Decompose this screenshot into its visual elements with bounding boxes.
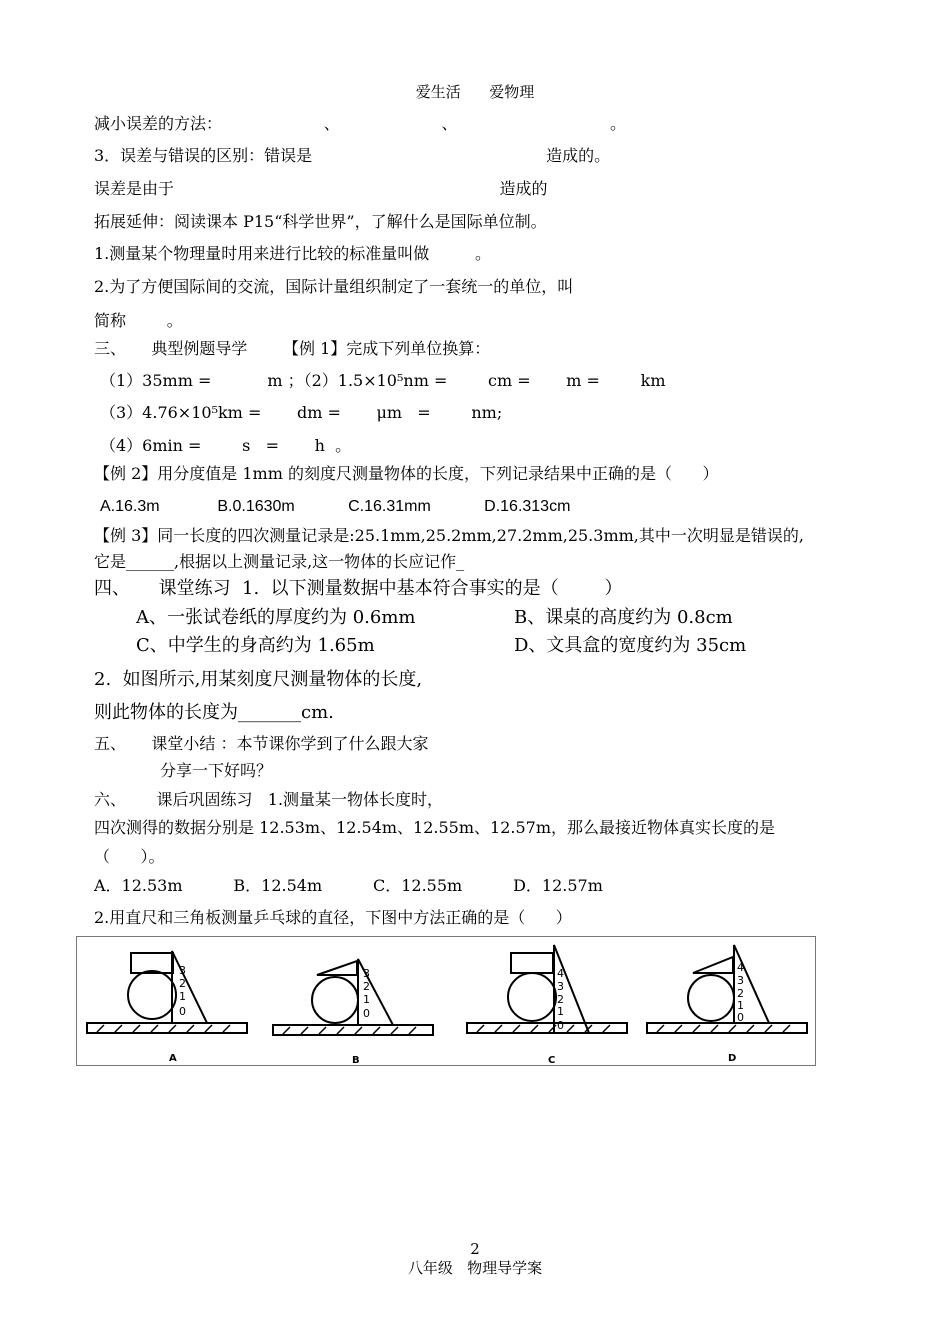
option-b: B、课桌的高度约为 0.8cm <box>514 607 733 628</box>
scale-label: 4 <box>737 961 744 974</box>
table-hatch <box>283 1027 416 1034</box>
scale-label: 3 <box>557 980 564 993</box>
line-example-3: 【例 3】同一长度的四次测量记录是:25.1mm,25.2mm,27.2mm,25.3mm,其中一次明显是错误的, <box>94 526 804 545</box>
ping-pong-diagrams <box>77 937 817 1067</box>
header-title: 爱生活 爱物理 <box>415 83 535 101</box>
option-label-c: C <box>548 1055 556 1066</box>
figure-a <box>87 951 247 1064</box>
line-six-q1-paren: （ ）。 <box>94 847 165 866</box>
scale-label: 3 <box>179 964 186 977</box>
line-error-reduction: 减小误差的方法： 、 、 。 <box>94 114 627 133</box>
page-number: 2 <box>470 1240 480 1258</box>
ball <box>508 973 556 1021</box>
line-section-six: 六、 课后巩固练习 1.测量某一物体长度时， <box>94 790 444 809</box>
scale-label: 3 <box>737 974 744 987</box>
scale-label: 1 <box>737 999 744 1012</box>
line-extension: 拓展延伸：阅读课本 P15“科学世界”，了解什么是国际单位制。 <box>94 212 547 231</box>
scale-label: 0 <box>557 1019 564 1032</box>
line-q1-unit: 1.测量某个物理量时用来进行比较的标准量叫做 。 <box>94 244 492 263</box>
triangle-board <box>317 961 357 975</box>
line-error-cause: 误差是由于 造成的 <box>94 179 548 198</box>
line-example-2: 【例 2】用分度值是 1mm 的刻度尺测量物体的长度，下列记录结果中正确的是（ ） <box>94 464 719 483</box>
line-practice-2-cont: 则此物体的长度为_______cm. <box>94 702 334 723</box>
line-section-five: 五、 课堂小结 ：本节课你学到了什么跟大家 <box>94 734 429 753</box>
figure-d <box>647 945 807 1064</box>
scale-label: 2 <box>737 987 744 1000</box>
ball <box>128 971 176 1019</box>
measurement-figure <box>76 936 816 1066</box>
option-d: D、文具盒的宽度约为 35cm <box>514 635 747 656</box>
line-q2-intl-unit: 2.为了方便国际间的交流，国际计量组织制定了一套统一的单位，叫 <box>94 277 574 296</box>
line-q2-abbr: 简称 。 <box>94 311 183 330</box>
line-section-five-cont: 分享一下好吗？ <box>160 761 273 780</box>
scale-label: 0 <box>179 1005 186 1018</box>
line-practice-2: 2. 如图所示,用某刻度尺测量物体的长度, <box>94 669 423 690</box>
line-example-2-options: A.16.3m B.0.1630m C.16.31mm D.16.313cm <box>100 498 571 515</box>
scale-label: 1 <box>363 993 370 1006</box>
figure-c <box>467 945 627 1066</box>
scale-label: 1 <box>179 990 186 1003</box>
line-six-q1: 四次测得的数据分别是 12.53m、12.54m、12.55m、12.57m，那么最接近物体真实长度的是 <box>94 818 775 837</box>
line-section-four: 四、 课堂练习 1. 以下测量数据中基本符合事实的是（ ） <box>94 578 623 599</box>
scale-label: 1 <box>557 1005 564 1018</box>
figure-b <box>273 959 433 1066</box>
line-conv-1-2: （1）35mm = m ；（2）1.5×10⁵nm = cm = m = km <box>100 371 666 390</box>
line-six-q1-options: A．12.53m B．12.54m C．12.55m D．12.57m <box>94 876 603 895</box>
table-hatch <box>97 1025 230 1032</box>
right-triangle <box>172 951 207 1023</box>
scale-label: 0 <box>737 1011 744 1024</box>
scale-label: 2 <box>179 977 186 990</box>
scale-label: 0 <box>363 1007 370 1020</box>
line-section-three: 三、 典型例题导学 【例 1】完成下列单位换算： <box>94 339 491 358</box>
line-example-3-cont: 它是______,根据以上测量记录,这一物体的长应记作_ <box>94 552 465 571</box>
line-error-vs-mistake: 3．误差与错误的区别：错误是 造成的。 <box>94 146 611 165</box>
option-label-a: A <box>169 1053 177 1064</box>
option-a: A、一张试卷纸的厚度约为 0.6mm <box>136 607 416 628</box>
footer-text: 八年级 物理导学案 <box>407 1259 543 1277</box>
triangle-board <box>511 953 553 973</box>
option-label-b: B <box>352 1055 360 1066</box>
line-six-q2: 2.用直尺和三角板测量乒乓球的直径，下图中方法正确的是（ ） <box>94 908 572 927</box>
scale-label: 4 <box>557 967 564 980</box>
scale-label: 2 <box>363 980 370 993</box>
scale-label: 2 <box>557 993 564 1006</box>
ball <box>312 977 358 1023</box>
line-conv-4: （4）6min = s = h 。 <box>100 436 352 455</box>
scale-label: 3 <box>363 967 370 980</box>
ball <box>688 975 734 1021</box>
line-conv-3: （3）4.76×10⁵km = dm = μm = nm; <box>100 403 503 422</box>
table-hatch <box>657 1025 790 1032</box>
option-label-d: D <box>728 1053 737 1064</box>
table-hatch <box>477 1025 610 1032</box>
option-c: C、中学生的身高约为 1.65m <box>136 635 375 656</box>
triangle-board <box>693 957 733 973</box>
